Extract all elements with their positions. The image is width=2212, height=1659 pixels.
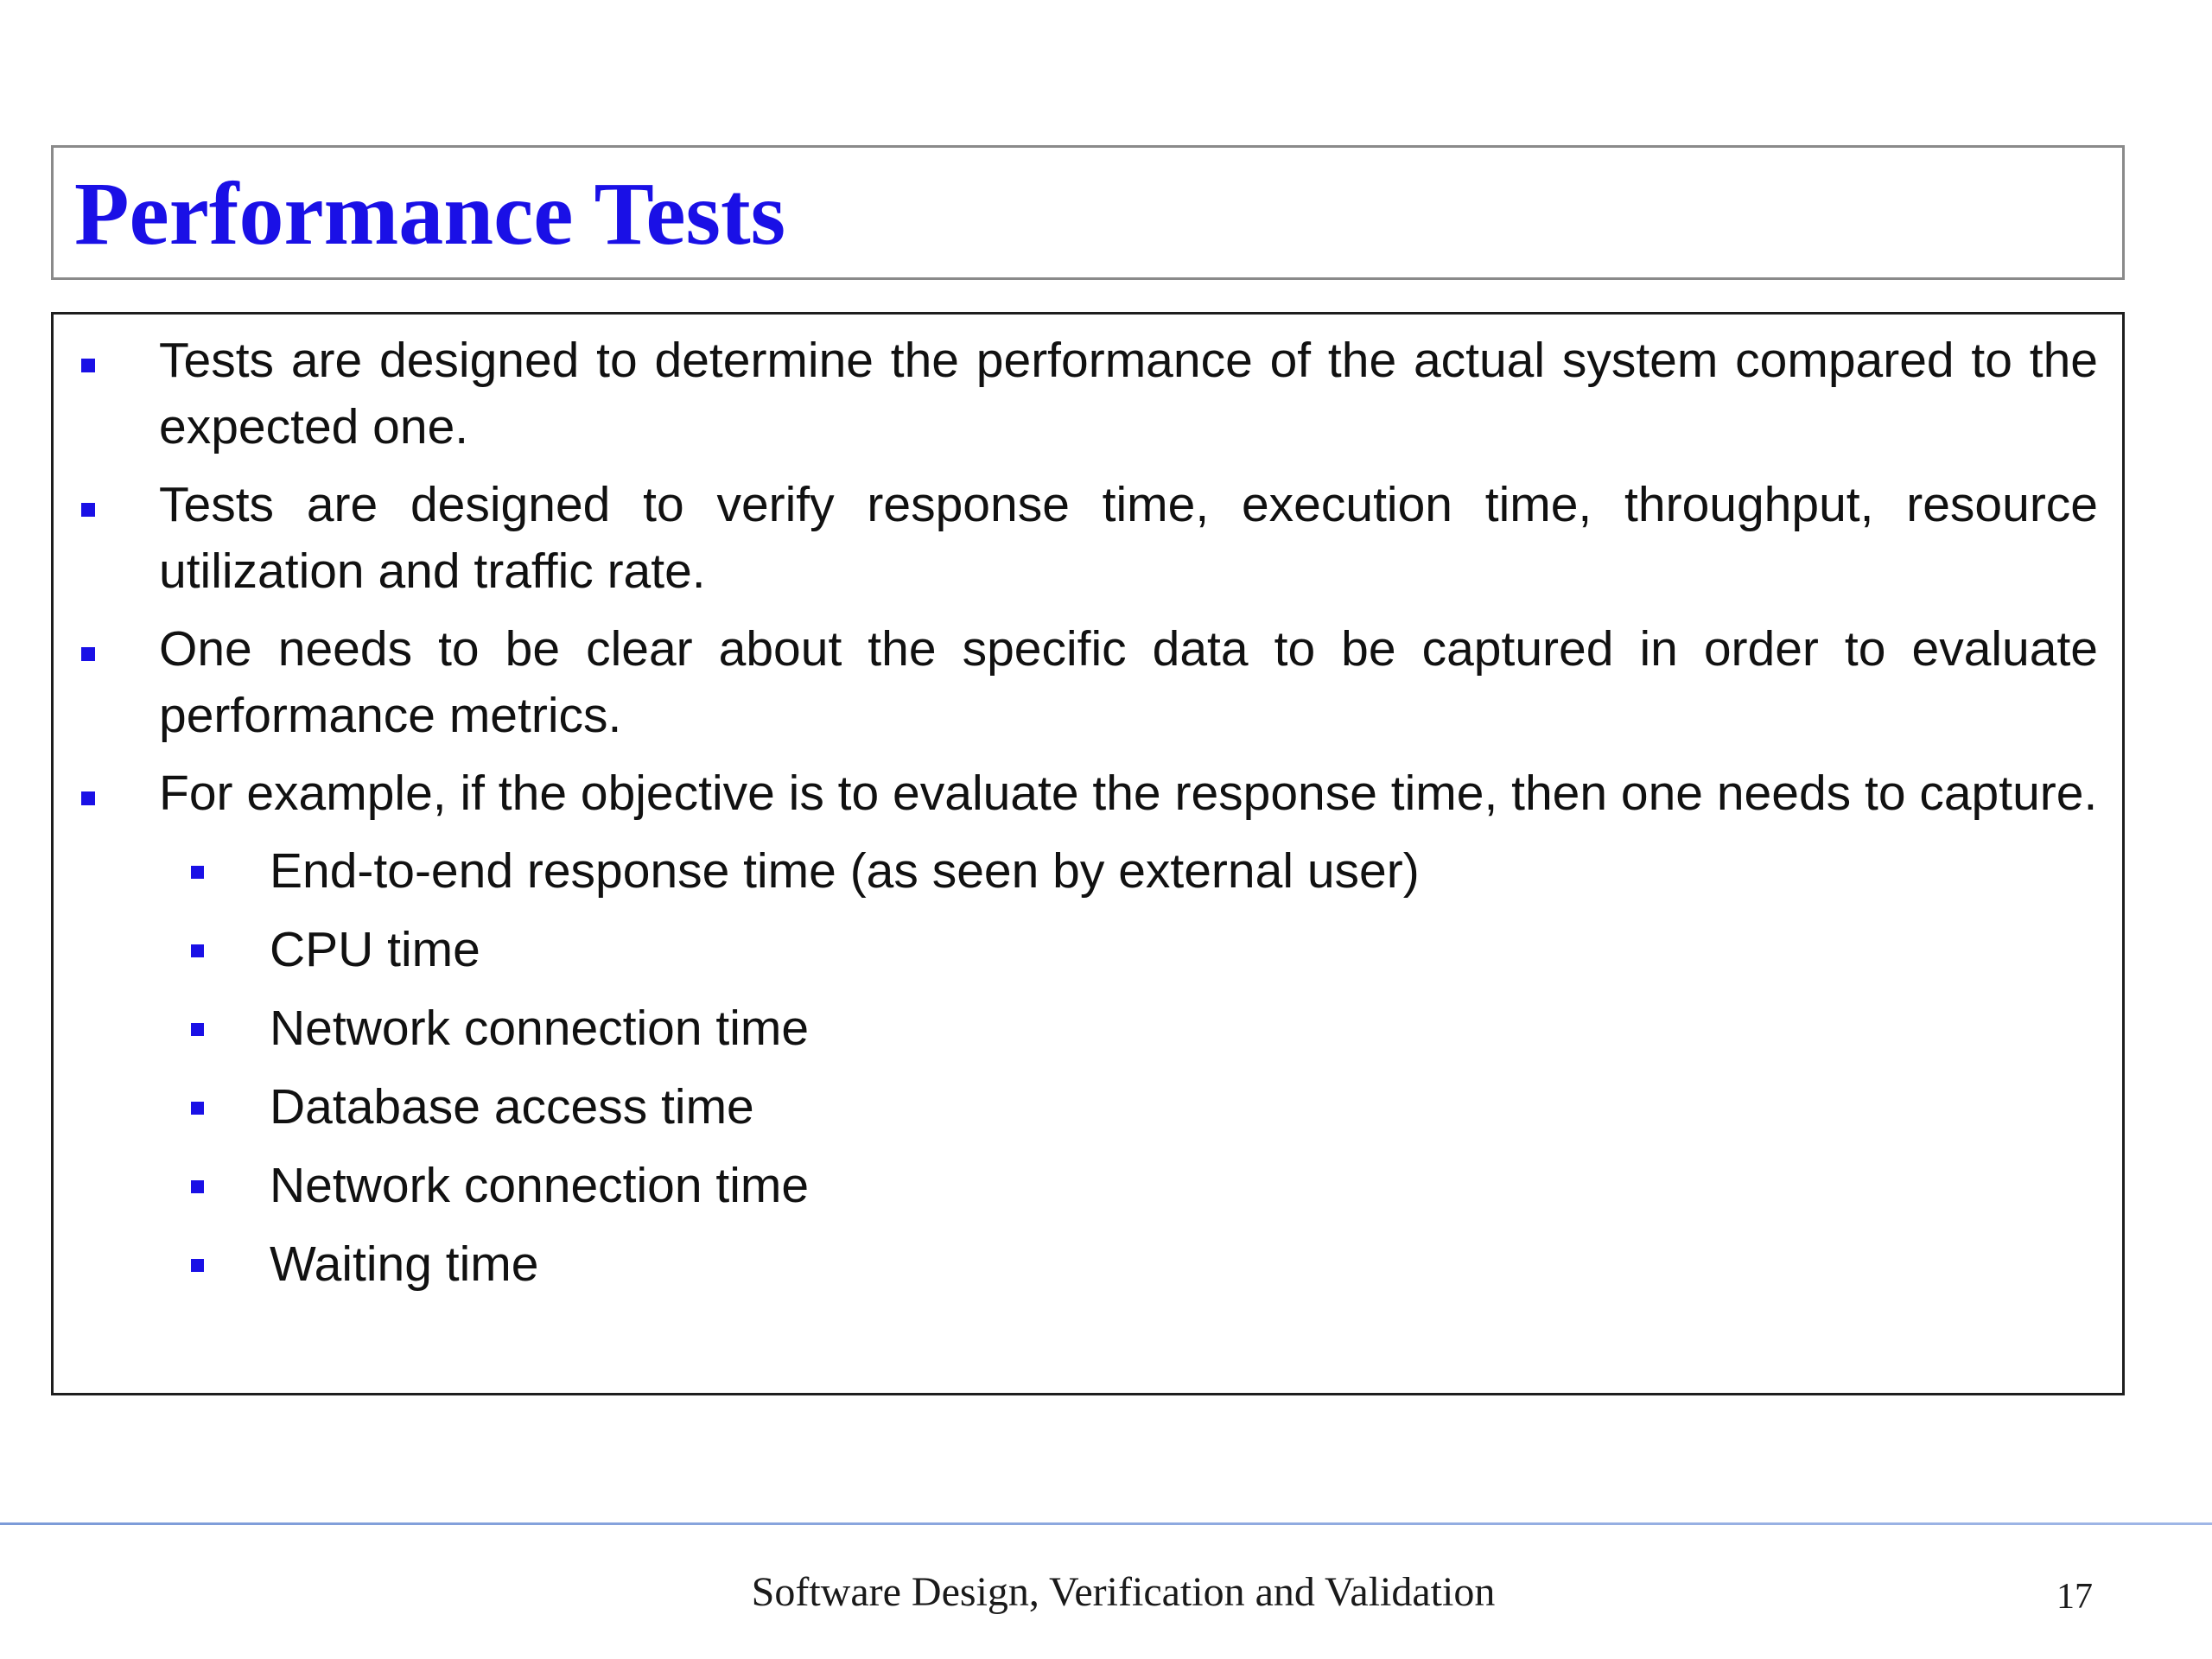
- content-box: [51, 312, 2125, 1395]
- bullet-text: Tests are designed to determine the performance of the actual system compared to the expected one.: [159, 333, 2098, 454]
- bullet-square-icon: [81, 647, 95, 661]
- bullet-square-icon: [191, 866, 204, 879]
- page-number: 17: [2056, 1577, 2093, 1617]
- sub-bullet-item: [54, 1153, 2122, 1219]
- bullet-item: [54, 327, 2122, 461]
- sub-bullet-item: [54, 917, 2122, 983]
- bullet-item: [54, 472, 2122, 605]
- bullet-square-icon: [191, 1259, 204, 1272]
- sub-bullet-text: Network connection time: [270, 1158, 810, 1213]
- bullet-list: [54, 315, 2122, 1310]
- bullet-square-icon: [191, 1180, 204, 1193]
- sub-bullet-item: [54, 995, 2122, 1062]
- footer-course-title: Software Design, Verification and Validation: [751, 1569, 1496, 1615]
- bullet-square-icon: [191, 1102, 204, 1115]
- sub-bullet-text: Database access time: [270, 1079, 754, 1135]
- sub-bullet-text: Waiting time: [270, 1236, 539, 1292]
- bullet-text: Tests are designed to verify response time, execution time, throughput, resource utilization and traffic rate.: [159, 477, 2098, 599]
- bullet-item: [54, 616, 2122, 749]
- slide-title: Performance Tests: [74, 164, 786, 264]
- bullet-square-icon: [191, 944, 204, 957]
- sub-bullet-text: Network connection time: [270, 1001, 810, 1056]
- footer-divider: [0, 1522, 2212, 1525]
- sub-bullet-text: CPU time: [270, 922, 480, 977]
- bullet-text: One needs to be clear about the specific data to be captured in order to evaluate performance metrics.: [159, 621, 2098, 743]
- bullet-item: [54, 760, 2122, 827]
- sub-bullet-text: End-to-end response time (as seen by external user): [270, 843, 1420, 899]
- title-box: [51, 145, 2125, 280]
- bullet-square-icon: [191, 1023, 204, 1036]
- bullet-square-icon: [81, 503, 95, 517]
- sub-bullet-item: [54, 1074, 2122, 1141]
- sub-bullet-item: [54, 838, 2122, 905]
- bullet-text: For example, if the objective is to evaluate the response time, then one needs to capture.: [159, 766, 2098, 821]
- bullet-square-icon: [81, 791, 95, 805]
- sub-bullet-item: [54, 1231, 2122, 1298]
- bullet-square-icon: [81, 359, 95, 372]
